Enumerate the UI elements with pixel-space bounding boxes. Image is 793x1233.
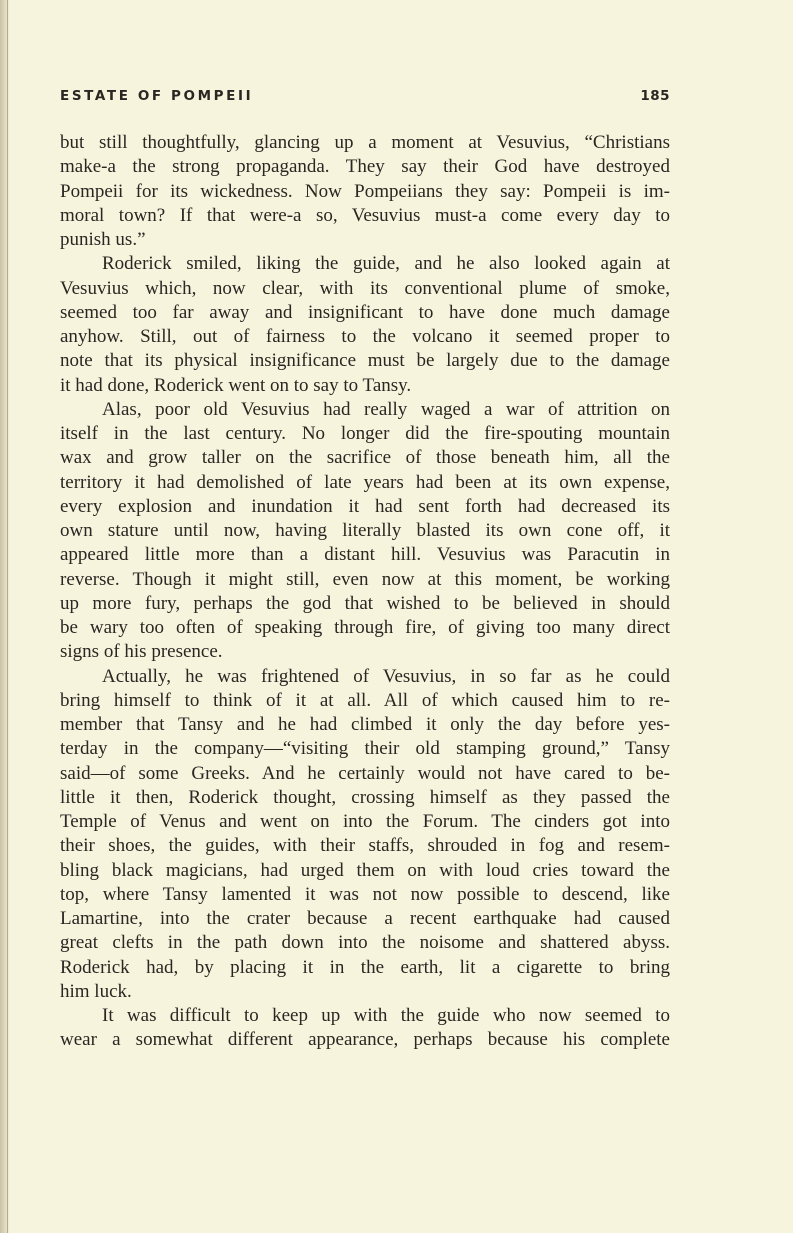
text-line: up more fury, perhaps the god that wished to be believed in should xyxy=(60,592,670,614)
text-line: said—of some Greeks. And he certainly would not have cared to be- xyxy=(60,762,670,784)
text-line: him luck. xyxy=(60,980,132,1002)
text-line: moral town? If that were-a so, Vesuvius must-a come every day to xyxy=(60,204,670,226)
paragraph xyxy=(60,131,670,252)
text-line: bling black magicians, had urged them on with loud cries toward the xyxy=(60,859,670,881)
text-line: Vesuvius which, now clear, with its conventional plume of smoke, xyxy=(60,277,670,299)
text-line: Actually, he was frightened of Vesuvius, in so far as he could xyxy=(102,665,670,687)
text-line: their shoes, the guides, with their staffs, shrouded in fog and resem- xyxy=(60,835,670,857)
text-line: note that its physical insignificance must be largely due to the damage xyxy=(60,350,670,372)
running-header xyxy=(60,88,670,110)
text-line: anyhow. Still, out of fairness to the volcano it seemed proper to xyxy=(60,326,670,347)
text-line: top, where Tansy lamented it was not now possible to descend, like xyxy=(60,883,670,905)
text-line: wear a somewhat different appearance, perhaps because his complete xyxy=(60,1029,670,1051)
text-line: wax and grow taller on the sacrifice of those beneath him, all the xyxy=(60,447,670,469)
text-line: Pompeii for its wickedness. Now Pompeiians they say: Pompeii is im- xyxy=(60,180,670,202)
paragraph xyxy=(60,1004,670,1053)
running-title: ESTATE OF POMPEII xyxy=(60,88,254,104)
page-body xyxy=(60,131,670,1053)
text-line: member that Tansy and he had climbed it only the day before yes- xyxy=(60,714,670,735)
text-line: little it then, Roderick thought, crossing himself as they passed the xyxy=(60,786,670,808)
paragraph xyxy=(60,398,670,665)
text-line: Roderick smiled, liking the guide, and he also looked again at xyxy=(102,253,670,275)
text-line: great clefts in the path down into the noisome and shattered abyss. xyxy=(60,932,670,954)
text-line: every explosion and inundation it had sent forth had decreased its xyxy=(60,495,670,517)
page-number: 185 xyxy=(640,88,670,104)
page-gutter xyxy=(0,0,10,1233)
text-line: signs of his presence. xyxy=(60,641,223,663)
text-line: seemed too far away and insignificant to have done much damage xyxy=(60,301,670,323)
paragraph xyxy=(60,252,670,398)
text-line: Temple of Venus and went on into the Forum. The cinders got into xyxy=(60,811,670,832)
text-line: bring himself to think of it at all. All of which caused him to re- xyxy=(60,689,670,711)
text-line: reverse. Though it might still, even now at this moment, be working xyxy=(60,568,670,590)
text-line: Roderick had, by placing it in the earth, lit a cigarette to bring xyxy=(60,956,670,978)
text-line: make-a the strong propaganda. They say their God have destroyed xyxy=(60,156,670,178)
text-line: appeared little more than a distant hill. Vesuvius was Paracutin in xyxy=(60,544,670,566)
paragraph xyxy=(60,665,670,1005)
text-line: It was difficult to keep up with the guide who now seemed to xyxy=(102,1005,670,1026)
text-line: punish us.” xyxy=(60,229,146,250)
text-line: terday in the company—“visiting their old stamping ground,” Tansy xyxy=(60,738,670,760)
text-line: be wary too often of speaking through fire, of giving too many direct xyxy=(60,617,670,638)
text-line: Alas, poor old Vesuvius had really waged a war of attrition on xyxy=(102,398,670,420)
text-line: territory it had demolished of late years had been at its own expense, xyxy=(60,471,670,493)
text-line: itself in the last century. No longer did the fire-spouting mountain xyxy=(60,423,670,444)
binding-edge xyxy=(7,0,8,1233)
text-line: it had done, Roderick went on to say to Tansy. xyxy=(60,374,412,396)
text-line: but still thoughtfully, glancing up a moment at Vesuvius, “Christians xyxy=(60,132,670,153)
text-line: Lamartine, into the crater because a recent earthquake had caused xyxy=(60,908,670,929)
text-line: own stature until now, having literally blasted its own cone off, it xyxy=(60,520,670,541)
